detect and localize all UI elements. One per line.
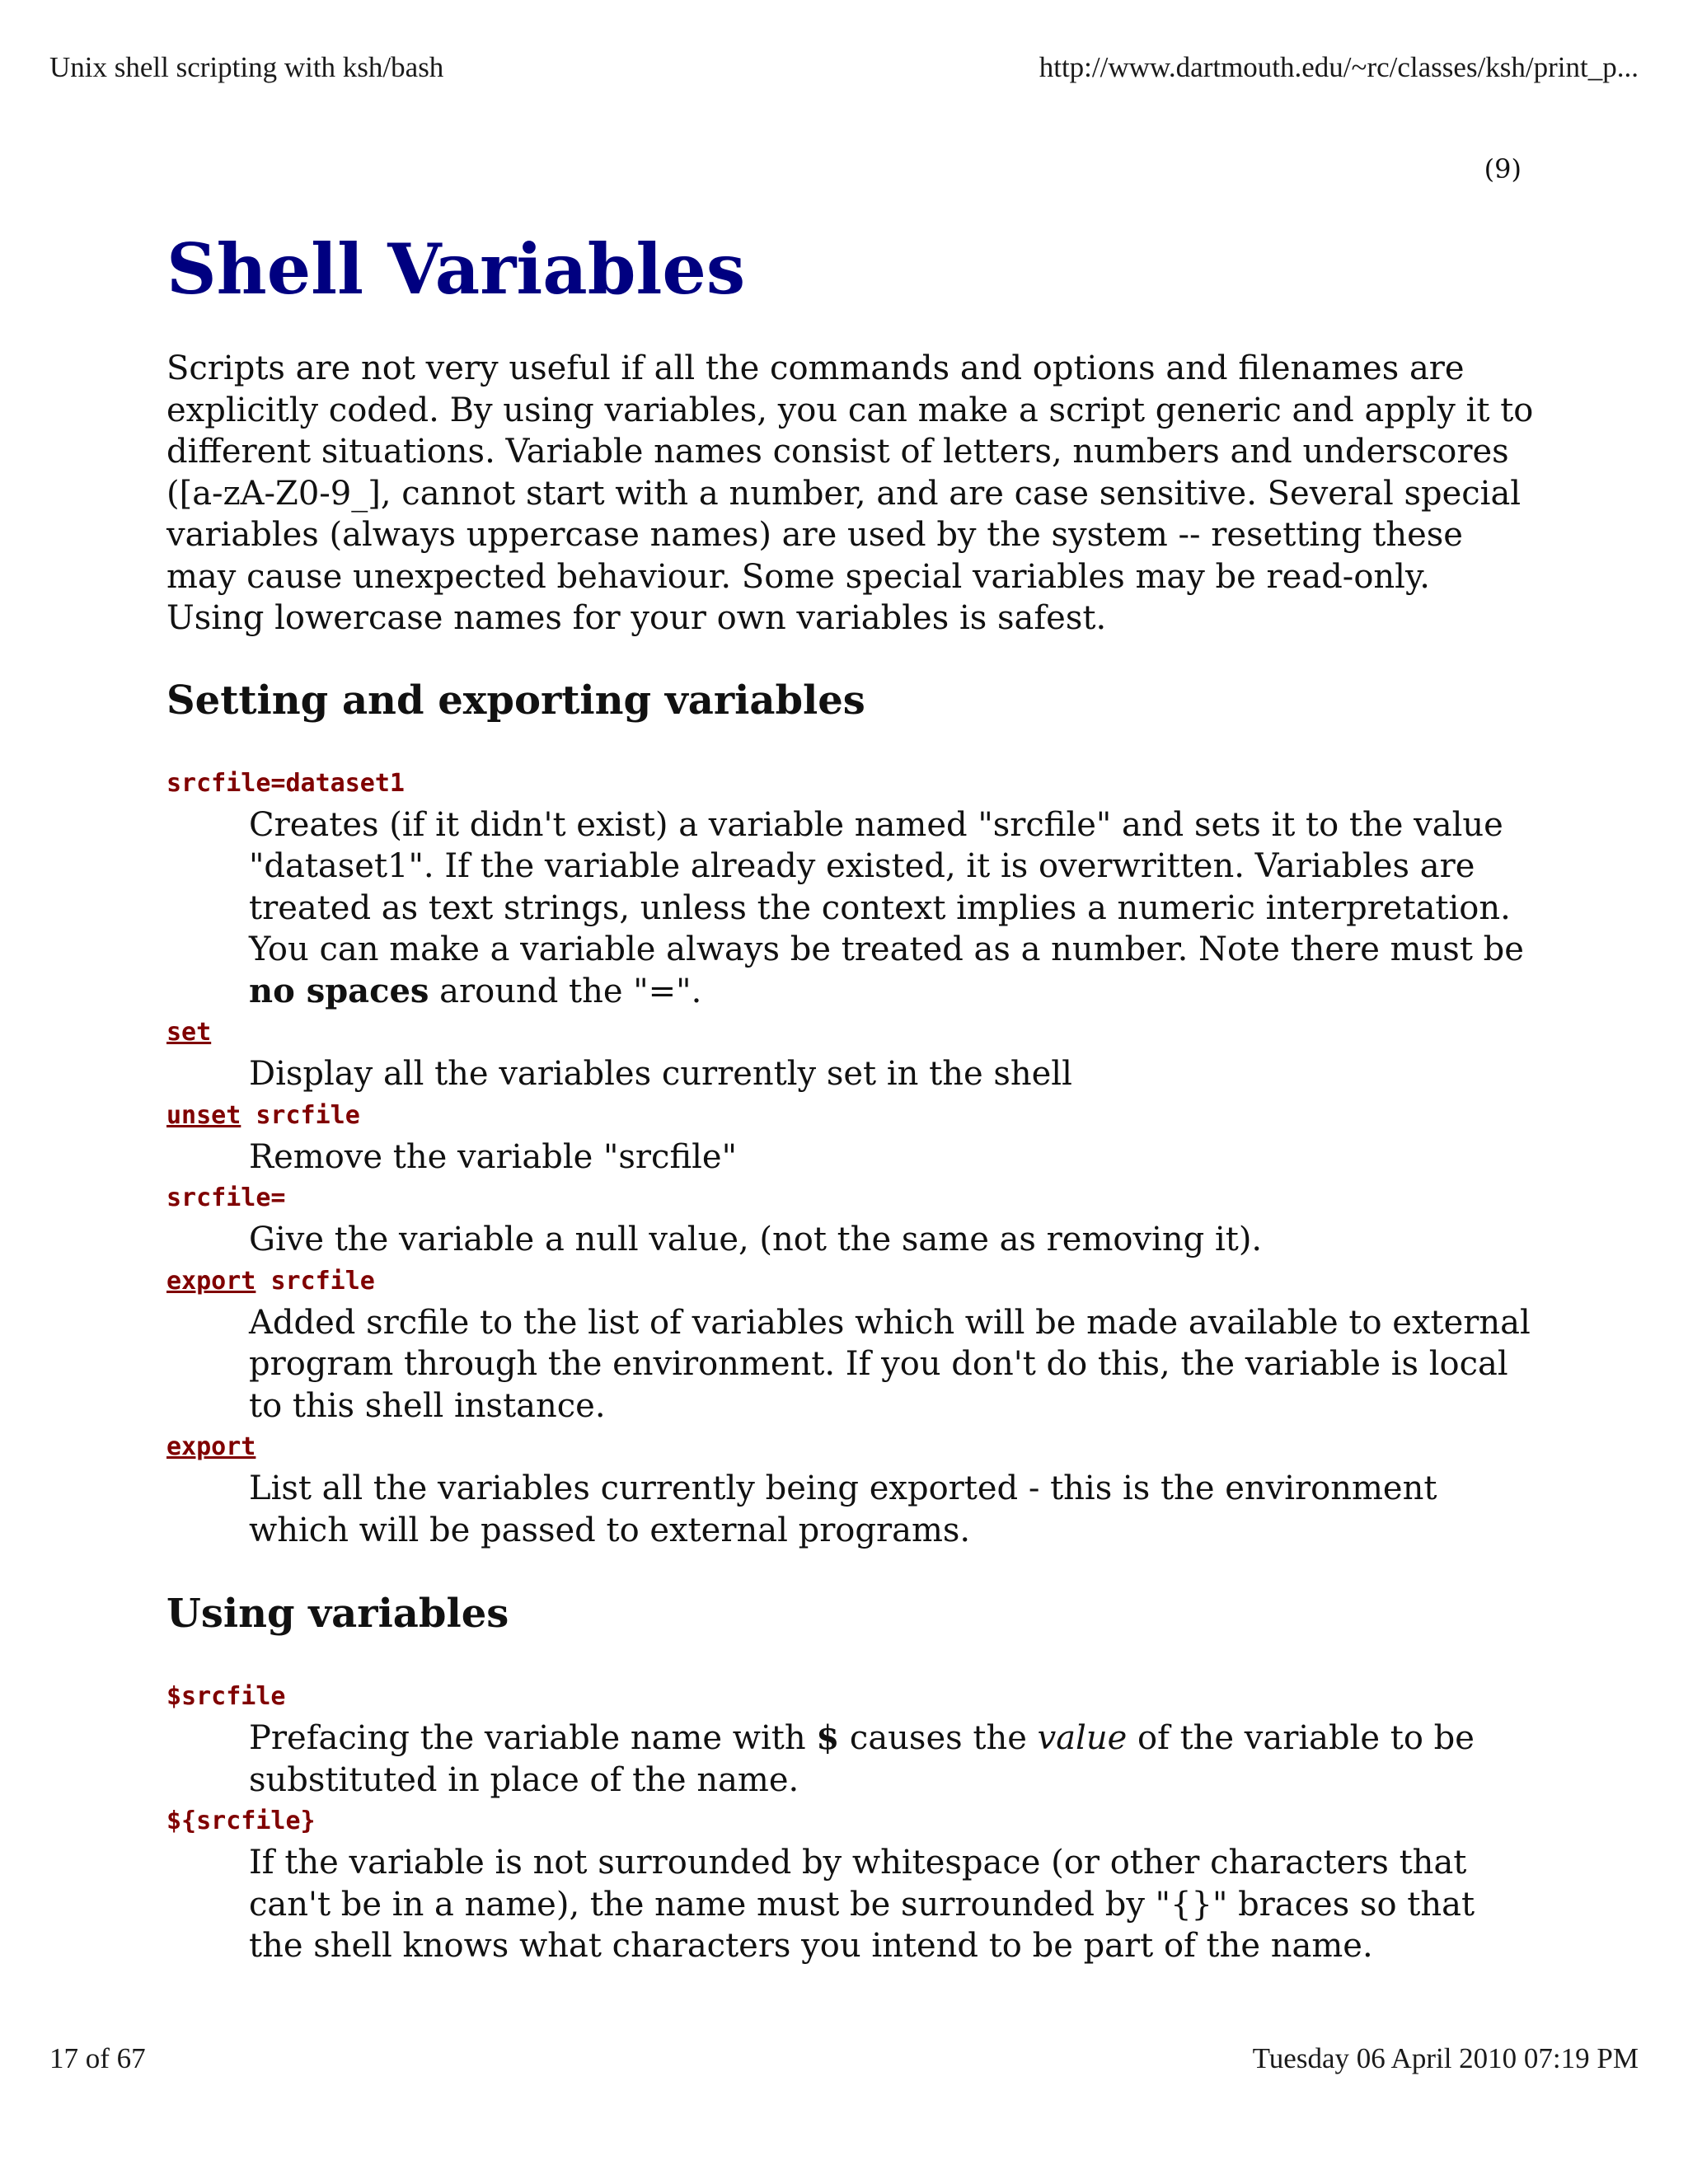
- term-unset-srcfile: [166, 1095, 1535, 1137]
- desc-unset-srcfile: Remove the variable "srcfile": [249, 1137, 737, 1176]
- main-content: [166, 224, 1535, 1967]
- desc-italic-value: value: [1037, 1719, 1128, 1757]
- desc-export-srcfile: Added srcfile to the list of variables which will be made available to external program through the environment. If you don't do this, the variable is local to this shell instance.: [249, 1303, 1531, 1425]
- link-unset[interactable]: unset: [166, 1100, 241, 1130]
- desc-text: Creates (if it didn't exist) a variable named "srcfile" and sets it to the value "dataset1". If the variable already existed, it is overwritten. Variables are treated as text strings, unless the context implies a numeric interpretation. You can make a variable always be treated as a number. Note there must be: [249, 805, 1524, 968]
- definition-list-setting: [166, 763, 1535, 1552]
- term-export-srcfile: [166, 1261, 1535, 1302]
- link-export[interactable]: export: [166, 1432, 256, 1461]
- term-srcfile-null: srcfile=: [166, 1183, 286, 1212]
- header-url: http://www.dartmouth.edu/~rc/classes/ksh/print_p...: [1039, 51, 1639, 83]
- desc-export: List all the variables currently being exported - this is the environment which will be passed to external programs.: [249, 1469, 1437, 1549]
- desc-set: Display all the variables currently set in the shell: [249, 1055, 1072, 1093]
- desc-text: causes the: [839, 1719, 1038, 1757]
- desc-braced-srcfile: If the variable is not surrounded by whitespace (or other characters that can't be in a name), the name must be surrounded by "{}" braces so that the shell knows what characters you intend to be part of the name.: [249, 1844, 1475, 1965]
- desc-dollar-srcfile: [249, 1718, 1535, 1801]
- link-set[interactable]: set: [166, 1018, 212, 1047]
- desc-text: of the variable to be substituted in place of the name.: [249, 1719, 1475, 1799]
- desc-bold-dollar: $: [816, 1718, 840, 1757]
- page-label: (9): [1484, 153, 1522, 185]
- term-dollar-srcfile: $srcfile: [166, 1682, 286, 1711]
- header-title: Unix shell scripting with ksh/bash: [49, 51, 444, 83]
- term-export: [166, 1427, 1535, 1468]
- section-heading-setting-exporting: Setting and exporting variables: [166, 677, 865, 724]
- page-title: Shell Variables: [166, 228, 746, 310]
- desc-srcfile-null: Give the variable a null value, (not the same as removing it).: [249, 1221, 1263, 1258]
- term-arg: srcfile: [256, 1100, 360, 1130]
- desc-text: Prefacing the variable name with: [249, 1719, 817, 1757]
- term-srcfile-assign: srcfile=dataset1: [166, 768, 405, 798]
- term-arg: srcfile: [270, 1266, 375, 1296]
- footer-page-count: 17 of 67: [49, 2042, 146, 2074]
- desc-srcfile-assign: [249, 804, 1535, 1013]
- desc-bold-no-spaces: no spaces: [249, 971, 429, 1010]
- link-export[interactable]: export: [166, 1266, 256, 1296]
- footer-timestamp: Tuesday 06 April 2010 07:19 PM: [1252, 2042, 1639, 2074]
- term-set: [166, 1012, 1535, 1053]
- section-heading-using-variables: Using variables: [166, 1591, 509, 1637]
- definition-list-using: [166, 1676, 1535, 1967]
- intro-paragraph: Scripts are not very useful if all the commands and options and filenames are explicitly coded. By using variables, you can make a script generic and apply it to different situations. Variable names consist of letters, numbers and underscores ([a-zA-Z0-9_], cannot start with a number, and are case sensitive. Several special variables (always uppercase names) are used by the system -- resetting these may cause unexpected behaviour. Some special variables may be read-only. Using lowercase names for your own variables is safest.: [166, 349, 1534, 637]
- desc-text: around the "=".: [429, 972, 702, 1010]
- term-braced-srcfile: ${srcfile}: [166, 1807, 316, 1835]
